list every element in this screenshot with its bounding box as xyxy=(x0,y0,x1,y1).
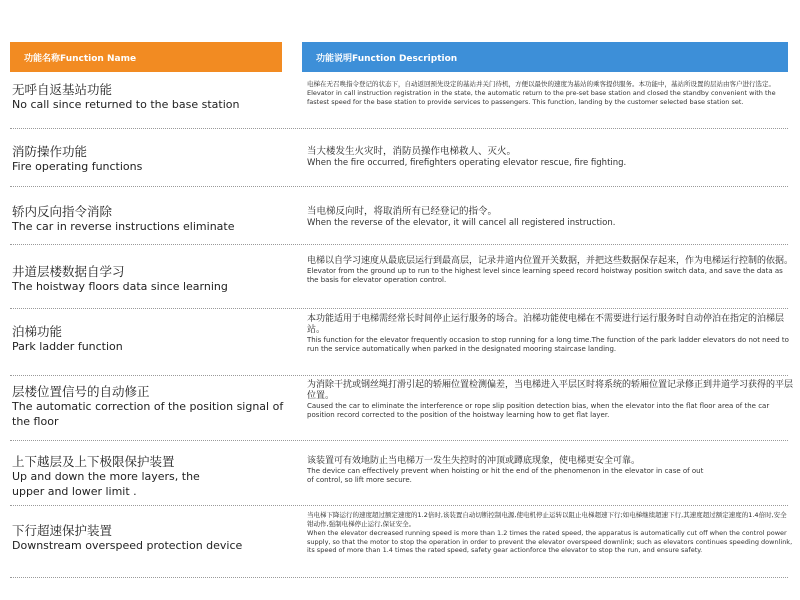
function-desc-en: When the reverse of the elevator, it will cancel all registered instruction. xyxy=(307,218,616,228)
function-desc-en: This function for the elevator frequently occasion to stop running for a long time.The function of the park ladder elevators do not need to run the service automatically when parked in the designated mooring staircase landing. xyxy=(307,336,789,353)
function-name-zh: 下行超速保护装置 xyxy=(12,523,113,538)
function-desc-cell xyxy=(307,80,793,106)
function-row xyxy=(10,452,788,504)
function-row xyxy=(10,198,788,240)
function-name-en: The automatic correction of the position signal of the floor xyxy=(12,400,284,428)
function-desc-zh: 该装置可有效地防止当电梯万一发生失控时的冲顶或蹲底现象，使电梯更安全可靠。 xyxy=(307,456,641,466)
function-desc-cell xyxy=(307,256,793,285)
function-desc-cell xyxy=(307,146,793,169)
function-desc-en: Elevator from the ground up to run to the highest level since learning speed record hoistway position switch data, and save the data as the basis for elevator operation control. xyxy=(307,267,783,284)
function-desc-cell xyxy=(307,380,793,420)
function-name-en: Fire operating functions xyxy=(12,160,143,173)
function-desc-en: The device can effectively prevent when hoisting or hit the end of the phenomenon in the elevator in case of out of control, so lift more secure. xyxy=(307,467,704,484)
function-name-en: The hoistway floors data since learning xyxy=(12,280,228,293)
function-row xyxy=(10,140,788,182)
function-name-cell xyxy=(12,204,292,234)
function-name-zh: 泊梯功能 xyxy=(12,324,63,339)
function-name-cell xyxy=(12,144,292,174)
function-desc-zh: 本功能适用于电梯需经常长时间停止运行服务的场合。泊梯功能使电梯在不需要进行运行服务时自动停泊在指定的泊梯层站。 xyxy=(307,314,785,335)
function-name-zh: 轿内反向指令消除 xyxy=(12,204,113,219)
function-name-en: The car in reverse instructions eliminate xyxy=(12,220,235,233)
row-divider xyxy=(10,577,788,578)
row-divider xyxy=(10,375,788,376)
function-name-zh: 层楼位置信号的自动修正 xyxy=(12,384,150,399)
function-name-cell xyxy=(12,384,292,429)
row-divider xyxy=(10,440,788,441)
function-desc-cell xyxy=(307,511,793,555)
row-divider xyxy=(10,244,788,245)
function-name-zh: 无呼自返基站功能 xyxy=(12,82,113,97)
function-row xyxy=(10,314,788,378)
function-name-cell xyxy=(12,264,292,294)
function-desc-zh: 当大楼发生火灾时，消防员操作电梯救人、灭火。 xyxy=(307,146,517,157)
function-name-en: Up and down the more layers, the upper and lower limit . xyxy=(12,470,200,498)
function-name-en: No call since returned to the base station xyxy=(12,98,240,111)
row-divider xyxy=(10,505,788,506)
function-description-header: 功能说明Function Description xyxy=(302,42,788,72)
row-divider xyxy=(10,128,788,129)
function-name-zh: 上下越层及上下极限保护装置 xyxy=(12,454,175,469)
function-name-zh: 消防操作功能 xyxy=(12,144,88,159)
function-name-en: Park ladder function xyxy=(12,340,123,353)
function-name-cell xyxy=(12,324,292,354)
row-divider xyxy=(10,186,788,187)
function-row xyxy=(10,380,794,438)
function-name-zh: 井道层楼数据自学习 xyxy=(12,264,125,279)
function-row xyxy=(10,254,794,308)
function-desc-zh: 为消除干扰或钢丝绳打滑引起的轿厢位置检测偏差，当电梯进入平层区时将系统的轿厢位置记录修正到井道学习获得的平层位置。 xyxy=(307,380,794,401)
function-desc-cell xyxy=(307,314,793,354)
function-desc-zh: 当电梯下降运行的速度超过额定速度的1.2倍时,该装置自动切断控制电源,使电机停止运转以阻止电梯超速下行;如电梯继续超速下行,其速度超过额定速度的1.4倍时,安全钳动作,强制电梯停止运行,保证安全。 xyxy=(307,511,787,528)
function-desc-en: When the fire occurred, firefighters operating elevator rescue, fire fighting. xyxy=(307,158,627,168)
function-desc-en: Caused the car to eliminate the interference or rope slip position detection bias, when the elevator into the flat floor area of the car position record corrected to the position of the hoistway learning how to get flat layer. xyxy=(307,402,770,419)
function-name-cell xyxy=(12,82,292,112)
function-desc-en: When the elevator decreased running speed is more than 1.2 times the rated speed, the apparatus is automatically cut off when the control power supply, so that the motor to stop the operation in order to prevent the elevator overspeed downlink; such as elevators continues speeding downlink, its speed of more than 1.4 times the rated speed, safety gear actionforce the elevator to stop the run, and ensure safety. xyxy=(307,529,793,554)
function-desc-cell xyxy=(307,206,793,229)
function-desc-cell xyxy=(307,456,793,485)
function-desc-zh: 电梯以自学习速度从最底层运行到最高层，记录井道内位置开关数据，并把这些数据保存起来，作为电梯运行控制的依据。 xyxy=(307,256,794,266)
function-desc-zh: 当电梯反向时，将取消所有已经登记的指令。 xyxy=(307,206,498,217)
function-row xyxy=(10,511,793,581)
function-desc-zh: 电梯在无召唤指令登记的状态下，自动返回预先设定的基站并关门待机，方便以最快的速度为基站的乘客提供服务。本功能中，基站所设置的层站由客户进行选定。 xyxy=(307,80,775,88)
function-name-en: Downstream overspeed protection device xyxy=(12,539,243,552)
function-name-header: 功能名称Function Name xyxy=(10,42,282,72)
row-divider xyxy=(10,308,788,309)
function-name-cell xyxy=(12,523,292,553)
function-name-cell xyxy=(12,454,292,499)
function-desc-en: Elevator in call instruction registration in the state, the automatic return to the pre-set base station and closed the standby convenient with the fastest speed for the base station to provide services to passengers. This function, landing by the customer selected base station set. xyxy=(307,89,776,106)
function-row xyxy=(10,80,788,128)
